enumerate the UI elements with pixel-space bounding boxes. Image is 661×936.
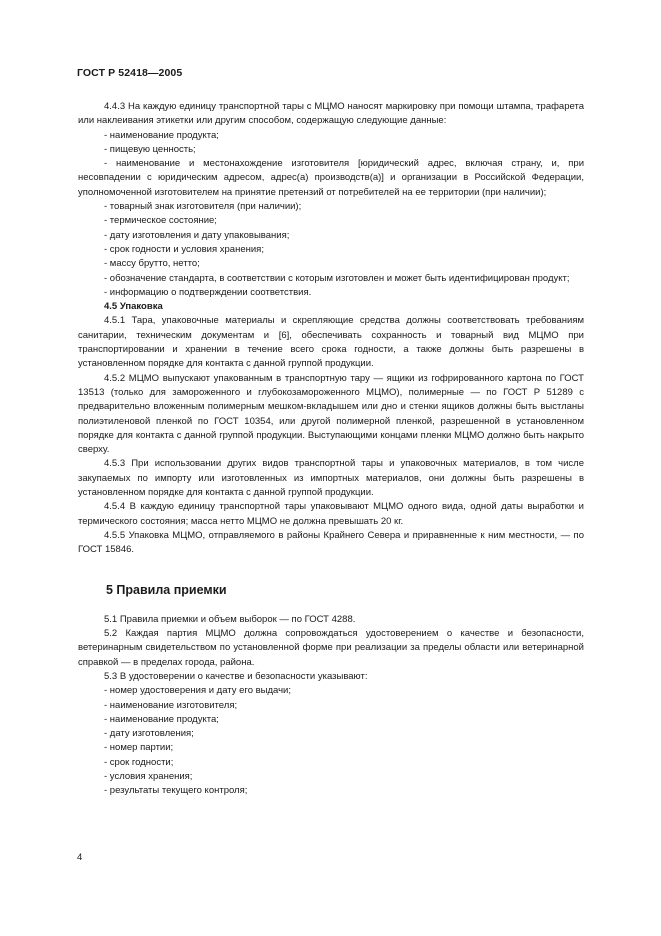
- paragraph-4-5-4: 4.5.4 В каждую единицу транспортной тары упаковывают МЦМО одного вида, одной даты выработки и термического состояния; масса нетто МЦМО не должна превышать 20 кг.: [78, 501, 584, 527]
- paragraph-4-5-3: 4.5.3 При использовании других видов транспортной тары и упаковочных материалов, в том числе закупаемых по импорту или изготовленных из импортных материалов, они должны быть разрешены в установленном порядке для контакта с данной группой продукции.: [78, 458, 584, 499]
- list-item: - номер удостоверения и дату его выдачи;: [104, 685, 291, 697]
- list-item: - условия хранения;: [104, 771, 193, 783]
- list-item: - массу брутто, нетто;: [104, 258, 200, 270]
- subsection-heading-4-5: 4.5 Упаковка: [104, 301, 163, 313]
- list-item: - дату изготовления и дату упаковывания;: [104, 229, 290, 241]
- paragraph-5-3: 5.3 В удостоверении о качестве и безопасности указывают:: [104, 670, 368, 682]
- list-item: - информацию о подтверждении соответствия.: [104, 286, 312, 298]
- list-item: - обозначение стандарта, в соответствии с которым изготовлен и может быть идентифицирован продукт;: [104, 272, 570, 284]
- page-content: [78, 100, 584, 799]
- list-item: - наименование изготовителя;: [104, 699, 238, 711]
- list-item: - срок годности;: [104, 756, 174, 768]
- paragraph-5-2: 5.2 Каждая партия МЦМО должна сопровождаться удостоверением о качестве и безопасности, ветеринарным свидетельством по установленной форме при реализации за пределы области или ветеринарной справкой — в пределах города, района.: [78, 628, 584, 668]
- list-item: - срок годности и условия хранения;: [104, 243, 264, 255]
- paragraph-4-5-2: 4.5.2 МЦМО выпускают упакованным в транспортную тару — ящики из гофрированного картона по ГОСТ 13513 (только для замороженного и глубокозамороженного МЦМО), полимерные — по ГОСТ Р 51289 с предварительно вложенным полимерным мешком-вкладышем или дно и стенки ящиков должны быть выстланы полиэтиленовой пленкой по ГОСТ 10354, или другой полимерной пленкой, разрешенной в установленном порядке для контакта с данной группой продукции. Выступающими концами пленки МЦМО должно быть накрыто сверху.: [78, 372, 584, 456]
- list-item: - товарный знак изготовителя (при наличии);: [104, 201, 302, 213]
- list-item: - дату изготовления;: [104, 728, 194, 740]
- paragraph-4-5-1: 4.5.1 Тара, упаковочные материалы и скрепляющие средства должны соответствовать требованиям санитарии, техническим документам и [6], обеспечивать сохранность и товарный вид МЦМО при транспортировании и хранении в течение всего срока годности, а также должны быть разрешены в установленном порядке для контакта с данной группой продукции.: [78, 315, 584, 370]
- document-code: ГОСТ Р 52418—2005: [77, 67, 183, 79]
- list-item: - результаты текущего контроля;: [104, 785, 248, 797]
- list-item: - наименование продукта;: [104, 129, 219, 141]
- list-item: - пищевую ценность;: [104, 143, 196, 155]
- paragraph-5-1: 5.1 Правила приемки и объем выборок — по ГОСТ 4288.: [104, 613, 356, 625]
- list-item: - номер партии;: [104, 742, 174, 754]
- list-item: - наименование и местонахождение изготовителя [юридический адрес, включая страну, и, при несовпадении с юридическим адресом, адрес(а) производств(а)] и организации в Российской Федерации, уполномоченной изготовителем на принятие претензий от потребителей на ее территории (при наличии);: [78, 158, 584, 198]
- page-number: 4: [77, 852, 83, 863]
- section-title-5: 5 Правила приемки: [106, 582, 227, 597]
- list-item: - наименование продукта;: [104, 713, 219, 725]
- paragraph-4-5-5: 4.5.5 Упаковка МЦМО, отправляемого в районы Крайнего Севера и приравненные к ним местности, — по ГОСТ 15846.: [78, 529, 584, 556]
- list-item: - термическое состояние;: [104, 215, 217, 227]
- paragraph-4-4-3: 4.4.3 На каждую единицу транспортной тары с МЦМО наносят маркировку при помощи штампа, трафарета или наклеивания этикетки или другим способом, содержащую следующие данные:: [78, 101, 584, 127]
